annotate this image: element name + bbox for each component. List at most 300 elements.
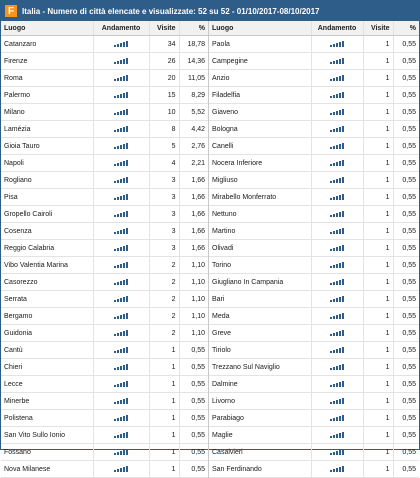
table-row: [209, 53, 419, 70]
city-name-cell[interactable]: Minerbe: [1, 393, 93, 410]
column-header-trend[interactable]: Andamento: [93, 21, 149, 36]
percent-cell: 0,55: [179, 410, 208, 427]
city-name-cell[interactable]: Parabiago: [209, 410, 311, 427]
trend-cell[interactable]: [93, 274, 149, 291]
table-row: [209, 189, 419, 206]
visits-cell: 1: [363, 427, 393, 444]
trend-cell[interactable]: [93, 206, 149, 223]
table-row: [1, 257, 208, 274]
percent-cell: 0,55: [179, 342, 208, 359]
city-name-cell[interactable]: Catanzaro: [1, 36, 93, 53]
percent-cell: 0,55: [393, 240, 419, 257]
trend-cell[interactable]: [93, 36, 149, 53]
column-header-percent[interactable]: %: [179, 21, 208, 36]
trend-sparkline-icon[interactable]: [114, 432, 128, 438]
trend-sparkline-icon[interactable]: [330, 41, 344, 47]
trend-cell[interactable]: [93, 325, 149, 342]
trend-sparkline-icon[interactable]: [330, 347, 344, 353]
city-name-cell[interactable]: Vibo Valentia Marina: [1, 257, 93, 274]
percent-cell: 1,66: [179, 189, 208, 206]
table-row: [209, 87, 419, 104]
percent-cell: 14,36: [179, 53, 208, 70]
trend-sparkline-icon[interactable]: [114, 92, 128, 98]
trend-cell[interactable]: [311, 257, 363, 274]
trend-cell[interactable]: [311, 427, 363, 444]
trend-sparkline-icon[interactable]: [114, 262, 128, 268]
city-name-cell[interactable]: Palermo: [1, 87, 93, 104]
column-header-trend[interactable]: Andamento: [311, 21, 363, 36]
trend-sparkline-icon[interactable]: [114, 466, 128, 472]
trend-sparkline-icon[interactable]: [330, 228, 344, 234]
visits-cell: 1: [363, 138, 393, 155]
visits-cell: 15: [149, 87, 179, 104]
table-row: [1, 461, 208, 478]
right-table-wrap: [208, 21, 419, 478]
city-name-cell[interactable]: Chieri: [1, 359, 93, 376]
city-name-cell[interactable]: Reggio Calabria: [1, 240, 93, 257]
trend-sparkline-icon[interactable]: [114, 211, 128, 217]
visits-cell: 1: [149, 393, 179, 410]
city-name-cell[interactable]: Livorno: [209, 393, 311, 410]
trend-cell[interactable]: [311, 325, 363, 342]
visits-cell: 5: [149, 138, 179, 155]
city-name-cell[interactable]: Filadelfia: [209, 87, 311, 104]
visits-cell: 3: [149, 206, 179, 223]
visits-cell: 1: [363, 274, 393, 291]
visits-cell: 2: [149, 291, 179, 308]
trend-sparkline-icon[interactable]: [114, 296, 128, 302]
percent-cell: 0,55: [393, 308, 419, 325]
table-row: [1, 410, 208, 427]
visits-cell: 1: [363, 189, 393, 206]
trend-sparkline-icon[interactable]: [114, 347, 128, 353]
table-row: [1, 325, 208, 342]
percent-cell: 1,10: [179, 308, 208, 325]
city-name-cell[interactable]: Bergamo: [1, 308, 93, 325]
trend-sparkline-icon[interactable]: [330, 143, 344, 149]
percent-cell: 1,66: [179, 223, 208, 240]
table-row: [209, 342, 419, 359]
visits-cell: 20: [149, 70, 179, 87]
percent-cell: 0,55: [393, 87, 419, 104]
percent-cell: 1,66: [179, 240, 208, 257]
trend-sparkline-icon[interactable]: [330, 194, 344, 200]
city-name-cell[interactable]: Canelli: [209, 138, 311, 155]
percent-cell: 0,55: [393, 189, 419, 206]
trend-sparkline-icon[interactable]: [330, 364, 344, 370]
percent-cell: 0,55: [393, 257, 419, 274]
visits-cell: 1: [363, 308, 393, 325]
city-name-cell[interactable]: Bologna: [209, 121, 311, 138]
percent-cell: 2,21: [179, 155, 208, 172]
city-name-cell[interactable]: Lamézia: [1, 121, 93, 138]
trend-cell[interactable]: [311, 155, 363, 172]
visits-cell: 1: [363, 376, 393, 393]
column-header-city[interactable]: Luogo: [1, 21, 93, 36]
trend-sparkline-icon[interactable]: [330, 160, 344, 166]
trend-sparkline-icon[interactable]: [330, 296, 344, 302]
table-row: [209, 223, 419, 240]
trend-cell[interactable]: [311, 70, 363, 87]
trend-sparkline-icon[interactable]: [330, 279, 344, 285]
trend-cell[interactable]: [311, 206, 363, 223]
table-row: [1, 121, 208, 138]
city-name-cell[interactable]: Torino: [209, 257, 311, 274]
trend-cell[interactable]: [311, 189, 363, 206]
visits-cell: 1: [363, 53, 393, 70]
table-row: [209, 70, 419, 87]
table-row: [209, 155, 419, 172]
trend-cell[interactable]: [311, 53, 363, 70]
visits-cell: 1: [363, 342, 393, 359]
city-name-cell[interactable]: Paola: [209, 36, 311, 53]
table-row: [1, 274, 208, 291]
visits-cell: 1: [363, 206, 393, 223]
visits-cell: 1: [363, 240, 393, 257]
trend-cell[interactable]: [93, 70, 149, 87]
table-row: [209, 444, 419, 461]
trend-sparkline-icon[interactable]: [330, 330, 344, 336]
percent-cell: 0,55: [179, 376, 208, 393]
trend-sparkline-icon[interactable]: [330, 75, 344, 81]
city-name-cell[interactable]: Dalmine: [209, 376, 311, 393]
city-name-cell[interactable]: Martino: [209, 223, 311, 240]
table-row: [209, 206, 419, 223]
table-row: [1, 172, 208, 189]
trend-cell[interactable]: [311, 308, 363, 325]
table-row: [209, 104, 419, 121]
table-row: [1, 342, 208, 359]
city-name-cell[interactable]: Casalvieri: [209, 444, 311, 461]
trend-cell[interactable]: [311, 444, 363, 461]
trend-sparkline-icon[interactable]: [114, 75, 128, 81]
percent-cell: 0,55: [393, 223, 419, 240]
trend-sparkline-icon[interactable]: [114, 415, 128, 421]
city-name-cell[interactable]: Tiriolo: [209, 342, 311, 359]
visits-cell: 2: [149, 274, 179, 291]
table-row: [209, 274, 419, 291]
percent-cell: 1,10: [179, 291, 208, 308]
trend-cell[interactable]: [93, 359, 149, 376]
city-name-cell[interactable]: Giaveno: [209, 104, 311, 121]
trend-cell[interactable]: [93, 121, 149, 138]
city-table-left: [1, 21, 208, 478]
table-row: [1, 223, 208, 240]
visits-cell: 2: [149, 308, 179, 325]
visits-cell: 1: [149, 342, 179, 359]
trend-cell[interactable]: [93, 410, 149, 427]
percent-cell: 0,55: [179, 444, 208, 461]
percent-cell: 0,55: [393, 325, 419, 342]
percent-cell: 0,55: [179, 461, 208, 478]
table-row: [1, 359, 208, 376]
visits-cell: 3: [149, 240, 179, 257]
city-name-cell[interactable]: Serrata: [1, 291, 93, 308]
trend-sparkline-icon[interactable]: [114, 160, 128, 166]
trend-cell[interactable]: [311, 121, 363, 138]
city-name-cell[interactable]: Greve: [209, 325, 311, 342]
tables-container: [1, 21, 419, 478]
trend-sparkline-icon[interactable]: [114, 41, 128, 47]
percent-cell: 0,55: [393, 206, 419, 223]
visits-cell: 1: [363, 393, 393, 410]
percent-cell: 0,55: [393, 291, 419, 308]
trend-sparkline-icon[interactable]: [114, 177, 128, 183]
trend-cell[interactable]: [311, 274, 363, 291]
table-row: [1, 155, 208, 172]
trend-cell[interactable]: [93, 155, 149, 172]
visits-cell: 34: [149, 36, 179, 53]
trend-sparkline-icon[interactable]: [330, 177, 344, 183]
visits-cell: 1: [149, 427, 179, 444]
visits-cell: 1: [149, 376, 179, 393]
table-row: [209, 308, 419, 325]
table-row: [1, 189, 208, 206]
visits-cell: 1: [149, 410, 179, 427]
visits-cell: 3: [149, 172, 179, 189]
city-name-cell[interactable]: Giugliano In Campania: [209, 274, 311, 291]
trend-sparkline-icon[interactable]: [114, 194, 128, 200]
trend-sparkline-icon[interactable]: [114, 126, 128, 132]
trend-cell[interactable]: [93, 308, 149, 325]
city-table-right: [209, 21, 419, 478]
table-row: [1, 206, 208, 223]
trend-sparkline-icon[interactable]: [114, 228, 128, 234]
trend-cell[interactable]: [311, 393, 363, 410]
trend-sparkline-icon[interactable]: [114, 245, 128, 251]
table-row: [209, 172, 419, 189]
trend-sparkline-icon[interactable]: [114, 58, 128, 64]
table-row: [1, 427, 208, 444]
trend-sparkline-icon[interactable]: [114, 109, 128, 115]
city-name-cell[interactable]: Mirabello Monferrato: [209, 189, 311, 206]
trend-cell[interactable]: [311, 138, 363, 155]
city-name-cell[interactable]: Gropello Cairoli: [1, 206, 93, 223]
city-name-cell[interactable]: Fossano: [1, 444, 93, 461]
visits-cell: 3: [149, 223, 179, 240]
left-table-wrap: [1, 21, 208, 478]
visits-cell: 10: [149, 104, 179, 121]
trend-sparkline-icon[interactable]: [330, 126, 344, 132]
column-header-city[interactable]: Luogo: [209, 21, 311, 36]
trend-cell[interactable]: [311, 291, 363, 308]
city-name-cell[interactable]: Nova Milanese: [1, 461, 93, 478]
trend-cell[interactable]: [93, 240, 149, 257]
visits-cell: 1: [363, 223, 393, 240]
trend-sparkline-icon[interactable]: [114, 330, 128, 336]
trend-cell[interactable]: [311, 223, 363, 240]
trend-cell[interactable]: [311, 87, 363, 104]
trend-cell[interactable]: [311, 359, 363, 376]
visits-cell: 1: [363, 444, 393, 461]
trend-sparkline-icon[interactable]: [330, 432, 344, 438]
trend-cell[interactable]: [311, 172, 363, 189]
city-name-cell[interactable]: San Ferdinando: [209, 461, 311, 478]
percent-cell: 0,55: [393, 444, 419, 461]
visits-cell: 1: [363, 325, 393, 342]
visits-cell: 1: [363, 291, 393, 308]
city-name-cell[interactable]: Rogliano: [1, 172, 93, 189]
percent-cell: 1,10: [179, 257, 208, 274]
trend-sparkline-icon[interactable]: [330, 92, 344, 98]
trend-cell[interactable]: [311, 342, 363, 359]
table-row: [209, 291, 419, 308]
table-row: [1, 393, 208, 410]
percent-cell: 0,55: [179, 427, 208, 444]
percent-cell: 0,55: [393, 427, 419, 444]
panel-title: Italia - Numero di città elencate e visualizzate: 52 su 52 - 01/10/2017-08/10/2017: [22, 6, 320, 16]
column-header-visits[interactable]: Visite: [149, 21, 179, 36]
percent-cell: 18,78: [179, 36, 208, 53]
trend-cell[interactable]: [93, 189, 149, 206]
city-name-cell[interactable]: Cosenza: [1, 223, 93, 240]
percent-cell: 0,55: [393, 155, 419, 172]
percent-cell: 0,55: [393, 53, 419, 70]
city-name-cell[interactable]: Lecce: [1, 376, 93, 393]
city-name-cell[interactable]: Cantù: [1, 342, 93, 359]
visits-cell: 1: [363, 172, 393, 189]
visits-cell: 1: [363, 155, 393, 172]
trend-sparkline-icon[interactable]: [330, 381, 344, 387]
city-name-cell[interactable]: Bari: [209, 291, 311, 308]
trend-sparkline-icon[interactable]: [330, 211, 344, 217]
city-name-cell[interactable]: Pisa: [1, 189, 93, 206]
trend-cell[interactable]: [93, 172, 149, 189]
visits-cell: 1: [363, 36, 393, 53]
trend-cell[interactable]: [311, 36, 363, 53]
percent-cell: 0,55: [393, 359, 419, 376]
city-name-cell[interactable]: Nocera Inferiore: [209, 155, 311, 172]
percent-cell: 1,10: [179, 274, 208, 291]
percent-cell: 0,55: [393, 36, 419, 53]
trend-sparkline-icon[interactable]: [114, 279, 128, 285]
city-name-cell[interactable]: Olivadi: [209, 240, 311, 257]
visits-cell: 8: [149, 121, 179, 138]
city-name-cell[interactable]: Guidonia: [1, 325, 93, 342]
visits-cell: 1: [363, 410, 393, 427]
percent-cell: 0,55: [393, 172, 419, 189]
trend-sparkline-icon[interactable]: [330, 466, 344, 472]
column-header-percent[interactable]: %: [393, 21, 419, 36]
visits-cell: 1: [363, 461, 393, 478]
trend-sparkline-icon[interactable]: [114, 143, 128, 149]
percent-cell: 2,76: [179, 138, 208, 155]
trend-sparkline-icon[interactable]: [330, 313, 344, 319]
trend-cell[interactable]: [311, 104, 363, 121]
city-name-cell[interactable]: Campegine: [209, 53, 311, 70]
table-row: [209, 410, 419, 427]
city-name-cell[interactable]: Milano: [1, 104, 93, 121]
visits-cell: 1: [363, 70, 393, 87]
f-badge-icon: F: [5, 5, 17, 17]
percent-cell: 8,29: [179, 87, 208, 104]
city-name-cell[interactable]: Gioia Tauro: [1, 138, 93, 155]
trend-cell[interactable]: [93, 342, 149, 359]
table-row: [209, 461, 419, 478]
column-header-visits[interactable]: Visite: [363, 21, 393, 36]
table-row: [209, 138, 419, 155]
trend-sparkline-icon[interactable]: [330, 245, 344, 251]
percent-cell: 5,52: [179, 104, 208, 121]
percent-cell: 0,55: [393, 274, 419, 291]
table-row: [209, 359, 419, 376]
left-table-body: [1, 36, 208, 478]
trend-cell[interactable]: [93, 427, 149, 444]
city-name-cell[interactable]: Maglie: [209, 427, 311, 444]
trend-cell[interactable]: [93, 291, 149, 308]
right-table-body: [209, 36, 419, 478]
table-row: [209, 121, 419, 138]
city-name-cell[interactable]: Migliuso: [209, 172, 311, 189]
percent-cell: 0,55: [393, 121, 419, 138]
city-name-cell[interactable]: Trezzano Sul Naviglio: [209, 359, 311, 376]
trend-cell[interactable]: [93, 376, 149, 393]
trend-cell[interactable]: [93, 461, 149, 478]
city-name-cell[interactable]: Nettuno: [209, 206, 311, 223]
trend-sparkline-icon[interactable]: [330, 415, 344, 421]
trend-cell[interactable]: [311, 461, 363, 478]
percent-cell: 0,55: [393, 376, 419, 393]
visits-cell: 1: [363, 121, 393, 138]
city-name-cell[interactable]: Casorezzo: [1, 274, 93, 291]
panel-header: [1, 1, 419, 21]
visits-cell: 2: [149, 257, 179, 274]
percent-cell: 11,05: [179, 70, 208, 87]
trend-cell[interactable]: [93, 87, 149, 104]
trend-cell[interactable]: [93, 444, 149, 461]
trend-cell[interactable]: [93, 393, 149, 410]
percent-cell: 4,42: [179, 121, 208, 138]
trend-cell[interactable]: [93, 138, 149, 155]
table-row: [209, 393, 419, 410]
trend-sparkline-icon[interactable]: [114, 398, 128, 404]
city-name-cell[interactable]: Firenze: [1, 53, 93, 70]
city-name-cell[interactable]: Anzio: [209, 70, 311, 87]
visits-cell: 3: [149, 189, 179, 206]
trend-cell[interactable]: [93, 223, 149, 240]
visits-cell: 4: [149, 155, 179, 172]
trend-sparkline-icon[interactable]: [114, 381, 128, 387]
visits-cell: 1: [149, 359, 179, 376]
percent-cell: 1,10: [179, 325, 208, 342]
table-row: [1, 444, 208, 461]
trend-cell[interactable]: [93, 104, 149, 121]
trend-cell[interactable]: [311, 240, 363, 257]
trend-sparkline-icon[interactable]: [330, 109, 344, 115]
visits-cell: 2: [149, 325, 179, 342]
city-name-cell[interactable]: San Vito Sullo Ionio: [1, 427, 93, 444]
table-row: [209, 257, 419, 274]
table-row: [209, 376, 419, 393]
trend-cell[interactable]: [93, 257, 149, 274]
city-name-cell[interactable]: Polistena: [1, 410, 93, 427]
city-name-cell[interactable]: Napoli: [1, 155, 93, 172]
city-name-cell[interactable]: Roma: [1, 70, 93, 87]
trend-cell[interactable]: [311, 376, 363, 393]
trend-cell[interactable]: [311, 410, 363, 427]
table-row: [1, 240, 208, 257]
trend-sparkline-icon[interactable]: [330, 262, 344, 268]
trend-sparkline-icon[interactable]: [114, 364, 128, 370]
trend-sparkline-icon[interactable]: [330, 58, 344, 64]
city-name-cell[interactable]: Meda: [209, 308, 311, 325]
percent-cell: 0,55: [393, 104, 419, 121]
table-row: [1, 53, 208, 70]
trend-sparkline-icon[interactable]: [330, 398, 344, 404]
table-row: [1, 104, 208, 121]
trend-cell[interactable]: [93, 53, 149, 70]
trend-sparkline-icon[interactable]: [114, 313, 128, 319]
